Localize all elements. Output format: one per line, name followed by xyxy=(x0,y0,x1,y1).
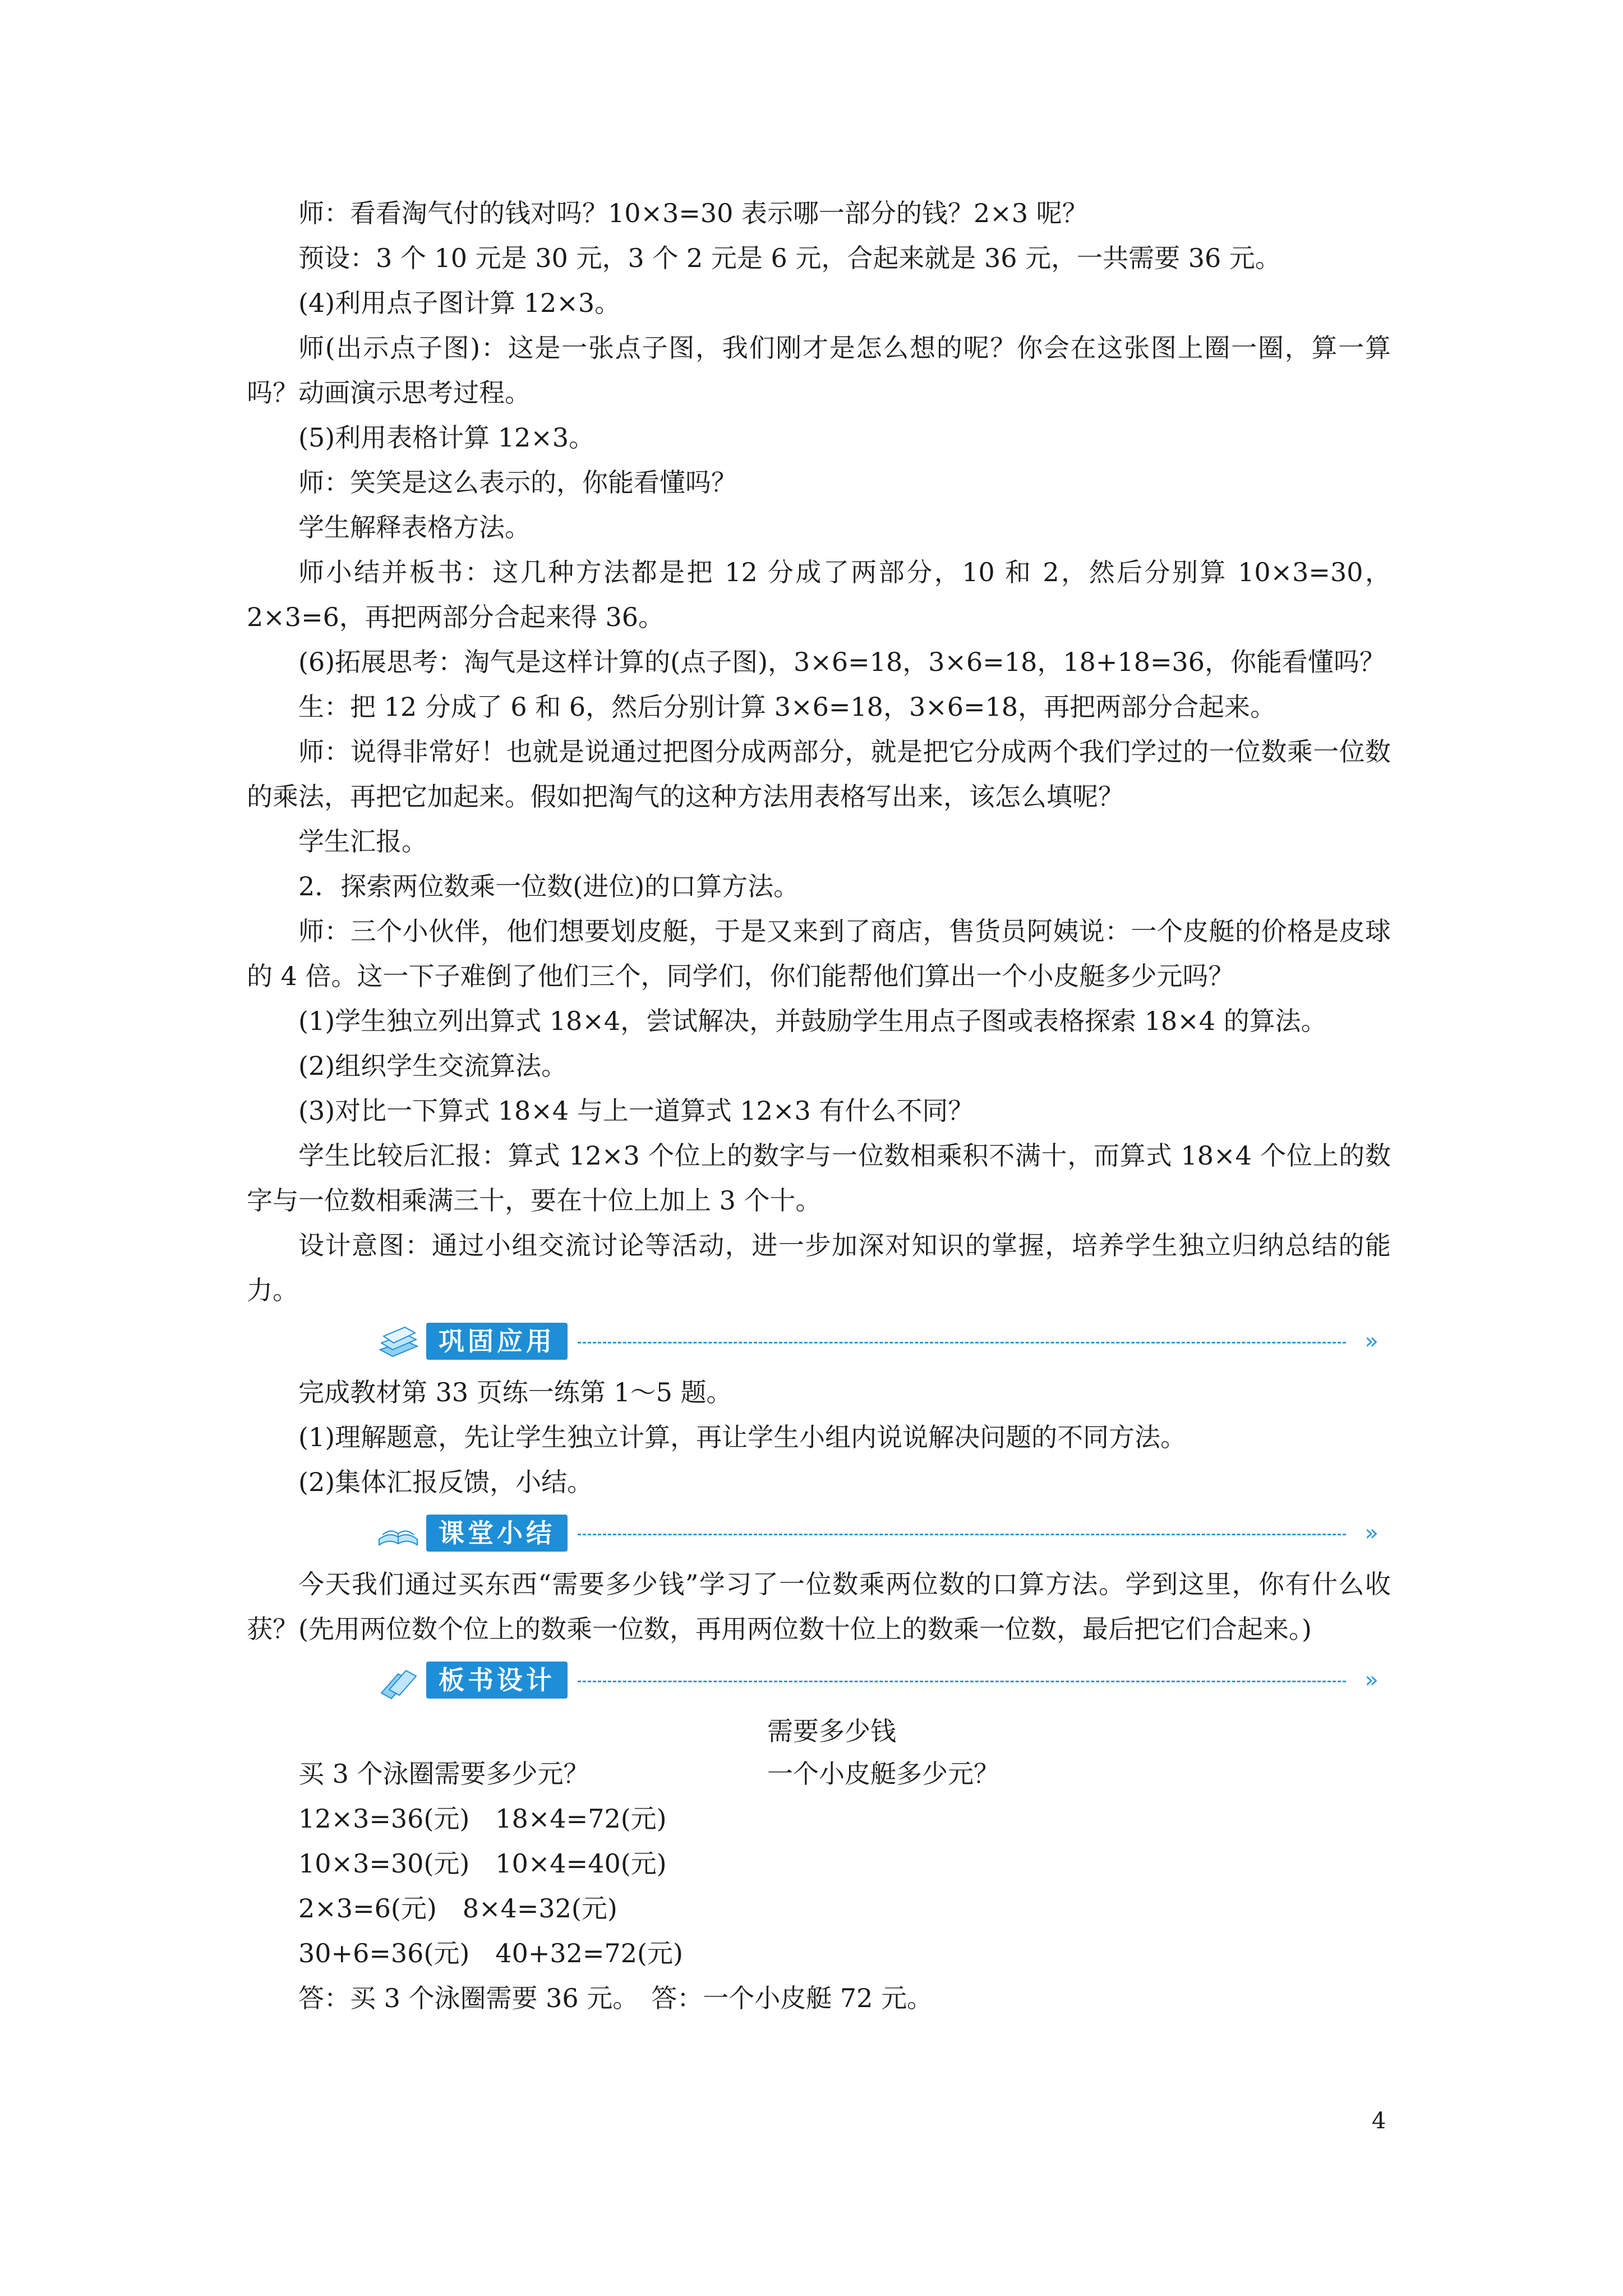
section-title: 巩固应用 xyxy=(426,1323,568,1360)
page-number: 4 xyxy=(1372,2108,1386,2134)
board-row: 2×3=6(元) 8×4=32(元) xyxy=(298,1893,617,1924)
paragraph: 2．探索两位数乘一位数(进位)的口算方法。 xyxy=(298,871,800,901)
paragraph: 学生比较后汇报：算式 12×3 个位上的数字与一位数相乘积不满十，而算式 18×4 个位上的数字与一位数相乘满三十，要在十位上加上 3 个十。 xyxy=(247,1140,1391,1216)
section-title: 板书设计 xyxy=(426,1662,568,1699)
double-chevron-icon: » xyxy=(1364,1520,1378,1546)
book-stack-icon xyxy=(376,1320,421,1365)
lesson-body xyxy=(247,191,1391,2023)
section-header-summary xyxy=(247,1508,1391,1562)
paragraph: 师：说得非常好！也就是说通过把图分成两部分，就是把它分成两个我们学过的一位数乘一位数的乘法，再把它加起来。假如把淘气的这种方法用表格写出来，该怎么填呢？ xyxy=(247,737,1391,812)
paragraph: 学生汇报。 xyxy=(298,826,427,857)
paragraph: 师小结并板书：这几种方法都是把 12 分成了两部分，10 和 2，然后分别算 10×3=30，2×3=6，再把两部分合起来得 36。 xyxy=(247,557,1391,632)
paragraph: (1)理解题意，先让学生独立计算，再让学生小组内说说解决问题的不同方法。 xyxy=(298,1422,1187,1452)
paragraph: (2)组织学生交流算法。 xyxy=(298,1051,568,1081)
paragraph: (2)集体汇报反馈，小结。 xyxy=(298,1467,593,1497)
paragraph: 师：三个小伙伴，他们想要划皮艇，于是又来到了商店，售货员阿姨说：一个皮艇的价格是皮球的 4 倍。这一下子难倒了他们三个，同学们，你们能帮他们算出一个小皮艇多少元吗？ xyxy=(247,916,1391,991)
paragraph: (5)利用表格计算 12×3。 xyxy=(298,422,595,453)
paragraph: 师(出示点子图)：这是一张点子图，我们刚才是怎么想的呢？你会在这张图上圈一圈，算一算吗？动画演示思考过程。 xyxy=(247,333,1391,408)
open-book-icon xyxy=(376,1512,421,1557)
dashed-divider xyxy=(578,1342,1346,1343)
paragraph: 师：笑笑是这么表示的，你能看懂吗？ xyxy=(298,467,737,498)
board-left-question: 买 3 个泳圈需要多少元？ xyxy=(298,1759,589,1789)
paragraph: 师：看看淘气付的钱对吗？10×3=30 表示哪一部分的钱？2×3 呢？ xyxy=(298,198,1088,228)
double-chevron-icon: » xyxy=(1364,1667,1378,1693)
paragraph: 完成教材第 33 页练一练第 1～5 题。 xyxy=(298,1377,732,1407)
paragraph: 今天我们通过买东西“需要多少钱”学习了一位数乘两位数的口算方法。学到这里，你有什么收获？(先用两位数个位上的数乘一位数，再用两位数十位上的数乘一位数，最后把它们合起来。) xyxy=(247,1569,1391,1644)
board-row: 30+6=36(元) 40+32=72(元) xyxy=(298,1938,683,1968)
board-row: 12×3=36(元) 18×4=72(元) xyxy=(298,1803,667,1834)
section-title: 课堂小结 xyxy=(426,1515,568,1552)
paragraph: (3)对比一下算式 18×4 与上一道算式 12×3 有什么不同？ xyxy=(298,1096,974,1126)
paragraph: (4)利用点子图计算 12×3。 xyxy=(298,288,621,318)
board-row: 答：买 3 个泳圈需要 36 元。 答：一个小皮艇 72 元。 xyxy=(298,1983,933,2013)
double-chevron-icon: » xyxy=(1364,1328,1378,1354)
paragraph: 学生解释表格方法。 xyxy=(298,512,531,542)
paragraph: (6)拓展思考：淘气是这样计算的(点子图)，3×6=18，3×6=18，18+18=36，你能看懂吗？ xyxy=(298,647,1386,677)
section-header-board xyxy=(247,1655,1391,1709)
dashed-divider xyxy=(578,1534,1346,1535)
paragraph: (1)学生独立列出算式 18×4，尝试解决，并鼓励学生用点子图或表格探索 18×4 的算法。 xyxy=(298,1006,1327,1036)
board-title: 需要多少钱 xyxy=(767,1716,896,1746)
paragraph: 预设：3 个 10 元是 30 元，3 个 2 元是 6 元，合起来就是 36 元，一共需要 36 元。 xyxy=(298,243,1281,273)
paragraph: 生：把 12 分成了 6 和 6，然后分别计算 3×6=18，3×6=18，再把两部分合起来。 xyxy=(298,692,1276,722)
board-right-question: 一个小皮艇多少元？ xyxy=(767,1759,999,1789)
dashed-divider xyxy=(578,1681,1346,1682)
board-row: 10×3=30(元) 10×4=40(元) xyxy=(298,1848,667,1879)
board-design xyxy=(247,1709,1391,2023)
paragraph: 设计意图：通过小组交流讨论等活动，进一步加深对知识的掌握，培养学生独立归纳总结的能力。 xyxy=(247,1230,1391,1305)
books-icon xyxy=(376,1659,421,1704)
section-header-consolidate xyxy=(247,1316,1391,1370)
